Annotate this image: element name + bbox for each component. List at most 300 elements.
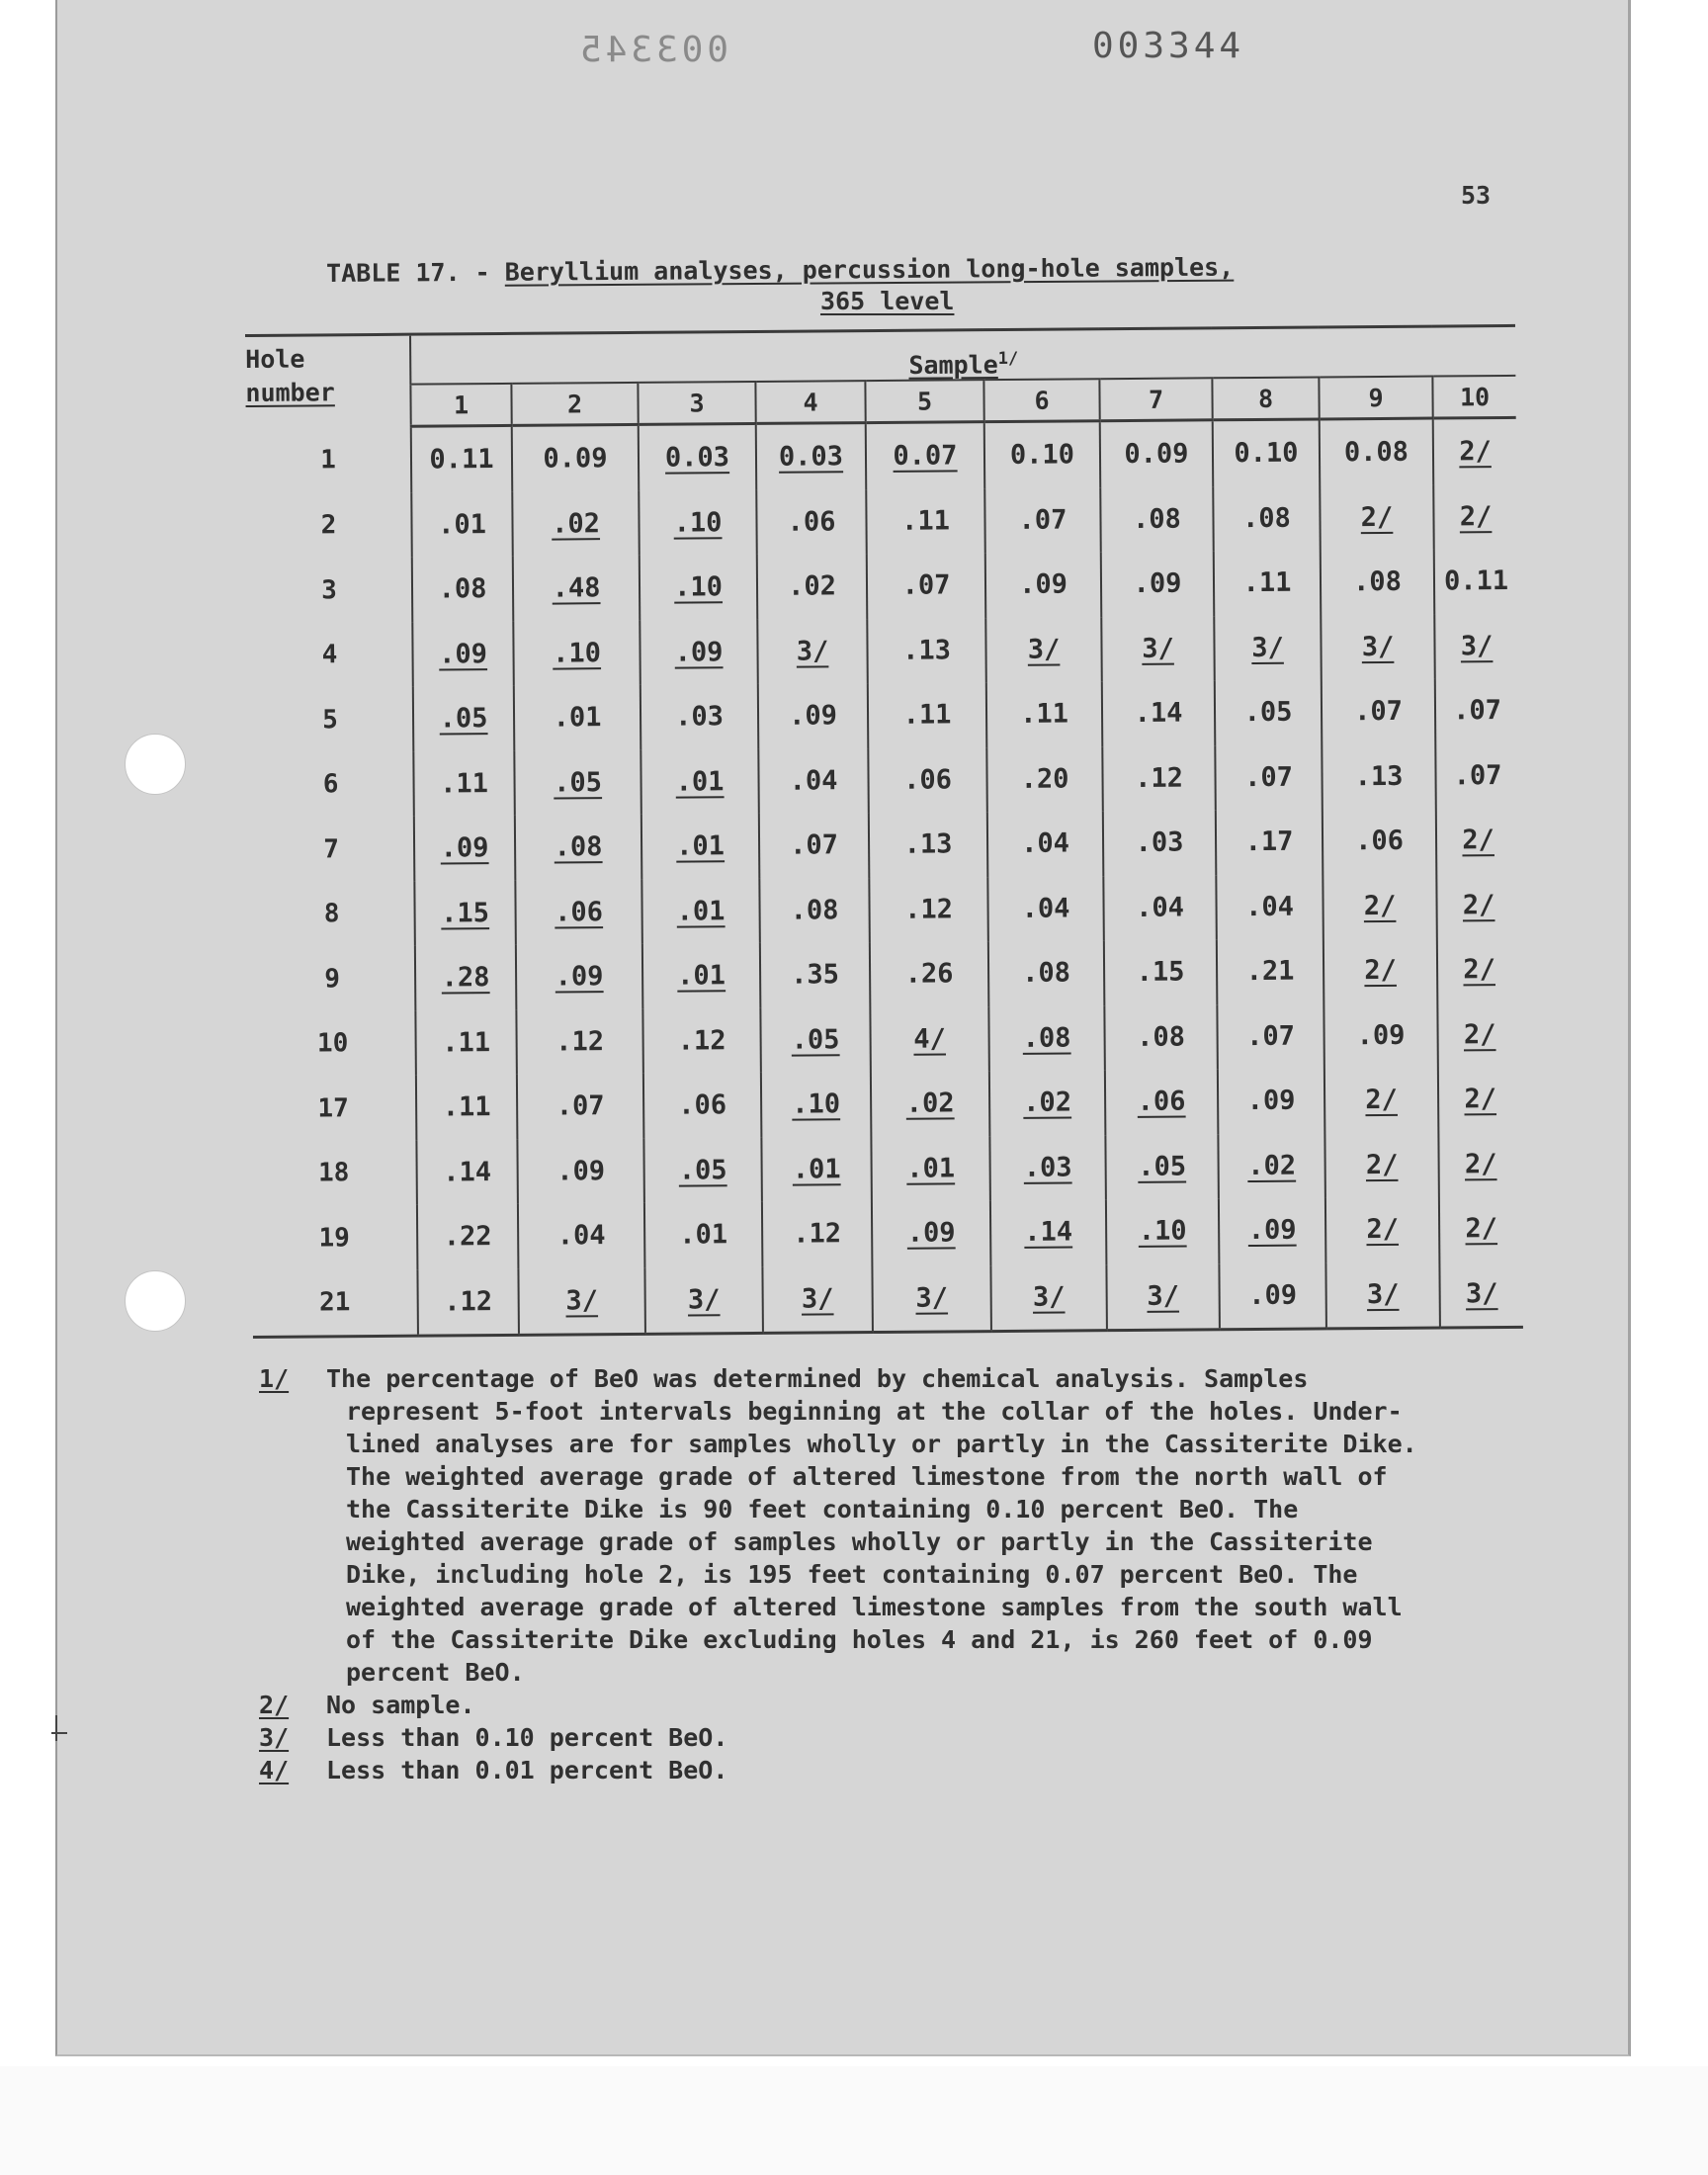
table-cell: [757, 619, 868, 684]
hole-number-cell: 18: [317, 1158, 350, 1188]
cell-value: .20: [1020, 763, 1069, 795]
table-cell: [414, 816, 516, 881]
cell-value: .12: [555, 1025, 605, 1058]
table-cell: [988, 1005, 1105, 1071]
table-cell: [1213, 419, 1321, 486]
cell-value: .03: [1135, 826, 1184, 859]
cell-value: .11: [1242, 566, 1292, 599]
table-cell: [868, 682, 987, 747]
sample-header-note: 1/: [997, 348, 1019, 369]
underlined-value: .06: [555, 896, 604, 928]
cell-value: .04: [1021, 893, 1070, 924]
footnote-line: lined analyses are for samples wholly or partly in the Cassiterite Dike.: [346, 1430, 1417, 1458]
table-cell: [1435, 742, 1519, 808]
table-cell: [988, 940, 1105, 1005]
cell-value: .21: [1245, 955, 1295, 988]
table-cell: [1217, 1003, 1324, 1069]
table-cell: [1100, 420, 1214, 487]
underlined-value: 0.03: [778, 441, 844, 474]
table-cell: [756, 489, 867, 555]
footnote-line: Less than 0.10 percent BeO.: [326, 1723, 728, 1752]
table-cell: [642, 1007, 761, 1073]
cell-value: .12: [677, 1024, 726, 1057]
underlined-value: 2/: [1366, 1214, 1400, 1246]
underlined-value: .10: [673, 506, 723, 539]
table-cell: [644, 1202, 763, 1267]
table-cell: [1321, 614, 1435, 679]
table-cell: [411, 425, 513, 492]
hole-number-cell: 21: [252, 1269, 418, 1337]
table-cell: [1438, 1067, 1522, 1132]
table-cell: [515, 879, 642, 945]
punch-hole-bottom: [125, 1270, 186, 1332]
hole-number-cell: 19: [318, 1222, 350, 1254]
table-cell: [643, 1137, 762, 1202]
underlined-value: 3/: [915, 1282, 949, 1314]
footnote-line: the Cassiterite Dike is 90 feet containing 0.10 percent BeO. The: [346, 1495, 1299, 1523]
underlined-value: .01: [676, 895, 726, 927]
table-cell: [1101, 616, 1215, 681]
table-cell: [871, 1071, 990, 1136]
underlined-value: .05: [554, 766, 603, 799]
table-cell: [412, 621, 514, 686]
cell-value: .11: [440, 767, 489, 800]
cell-value: .09: [1356, 1019, 1406, 1051]
table-cell: [1216, 874, 1324, 939]
table-cell: [1217, 938, 1324, 1003]
footnote-marker: 4/: [259, 1756, 290, 1784]
table-wrapper: [245, 324, 1523, 1357]
table-row: [250, 1001, 1521, 1077]
cell-value: .07: [1354, 696, 1404, 728]
table-row: [249, 872, 1520, 947]
table-cell: [1437, 1001, 1521, 1067]
table-cell: [1324, 938, 1438, 1003]
underlined-value: .05: [1138, 1151, 1187, 1182]
cell-value: .07: [555, 1090, 605, 1122]
table-cell: [867, 618, 986, 683]
table-cell: [518, 1203, 645, 1269]
cell-value: .08: [1132, 503, 1182, 535]
column-header-3: 3: [638, 382, 755, 424]
column-header-7: 7: [1099, 378, 1212, 420]
cell-value: .04: [789, 765, 838, 797]
table-cell: [984, 421, 1101, 488]
footnote-line: Dike, including hole 2, is 195 feet containing 0.07 percent BeO. The: [346, 1560, 1358, 1589]
table-cell: [1433, 417, 1517, 484]
table-cell: [1215, 744, 1323, 810]
underlined-value: .09: [555, 961, 604, 993]
footnote-text: [326, 1362, 1544, 1689]
footnote-line: Less than 0.01 percent BeO.: [326, 1756, 728, 1784]
table-cell: [415, 1009, 517, 1075]
cell-value: .11: [1020, 698, 1069, 731]
table-cell: [1434, 613, 1518, 678]
table-row: [246, 417, 1517, 493]
footnote-text: [326, 1721, 1544, 1754]
table-cell: [872, 1200, 991, 1265]
cell-value: .11: [442, 1026, 491, 1059]
table-row: [247, 613, 1518, 688]
table-cell: [1436, 808, 1520, 873]
table-cell: [413, 750, 515, 816]
cell-value: .06: [1355, 826, 1405, 857]
table-cell: [990, 1264, 1107, 1332]
hole-number-cell: 8: [323, 899, 340, 929]
table-cell: [1436, 872, 1520, 937]
underlined-value: 2/: [1363, 890, 1397, 921]
table-cell: [641, 814, 760, 879]
table-cell: [518, 1267, 645, 1335]
underlined-value: 3/: [1147, 1280, 1180, 1312]
underlined-value: .10: [674, 571, 724, 603]
underlined-value: 3/: [687, 1284, 721, 1316]
underlined-value: .10: [553, 637, 602, 669]
cell-value: .35: [791, 959, 840, 991]
cell-value: .08: [790, 895, 839, 926]
hole-header-line1: Hole: [245, 344, 305, 374]
table-row: [251, 1131, 1522, 1206]
underlined-value: .08: [1022, 1022, 1071, 1054]
table-cell: [513, 556, 640, 622]
table-cell: [516, 1008, 643, 1075]
cell-value: .17: [1244, 826, 1294, 858]
table-cell: [1214, 550, 1322, 615]
table-cell: [1439, 1196, 1523, 1262]
underlined-value: .08: [554, 831, 603, 863]
underlined-value: 3/: [565, 1284, 599, 1317]
table-cell: [1102, 745, 1216, 811]
hole-number-cell: 6: [322, 769, 339, 800]
table-cell: [640, 619, 758, 684]
cell-value: 0.10: [1009, 439, 1075, 472]
underlined-value: 3/: [796, 636, 829, 667]
cell-value: .06: [678, 1089, 727, 1121]
cell-value: .12: [793, 1218, 842, 1250]
table-row: [250, 937, 1521, 1012]
table-cell: [1325, 1197, 1440, 1262]
table-cell: [989, 1135, 1106, 1200]
table-cell: [760, 1007, 871, 1073]
column-header-8: 8: [1212, 377, 1319, 419]
table-cell: [514, 685, 641, 751]
footnote-text: [326, 1689, 1544, 1721]
footnote-marker: 2/: [259, 1691, 290, 1719]
underlined-value: .02: [905, 1088, 955, 1120]
column-header-5: 5: [865, 380, 983, 422]
table-cell: [1101, 551, 1215, 616]
table-cell: [1433, 483, 1517, 549]
table-cell: [1100, 486, 1214, 552]
table-cell: [643, 1073, 762, 1138]
underlined-value: 2/: [1464, 1084, 1497, 1115]
table-cell: [871, 1136, 990, 1201]
table-cell: [513, 620, 640, 686]
table-cell: [416, 1139, 518, 1204]
cell-value: .04: [1136, 892, 1185, 923]
underlined-value: 3/: [1251, 632, 1284, 663]
margin-mark-left-vertical: [55, 1715, 57, 1741]
footnote-text: [326, 1754, 1544, 1786]
cell-value: .04: [556, 1220, 606, 1252]
column-header-10: 10: [1432, 376, 1515, 418]
cell-value: .09: [1248, 1279, 1298, 1311]
column-header-2: 2: [511, 383, 638, 426]
table-cell: [986, 681, 1103, 746]
underlined-value: 2/: [1463, 954, 1496, 986]
table-cell: [517, 1138, 644, 1204]
underlined-value: 3/: [1142, 633, 1174, 664]
table-cell: [412, 557, 514, 622]
table-title-prefix: TABLE 17. -: [326, 257, 505, 288]
table-cell: [990, 1199, 1107, 1264]
cell-value: .03: [675, 701, 725, 733]
table-cell: [413, 686, 515, 751]
table-cell: [417, 1204, 519, 1269]
table-row: [247, 549, 1518, 624]
cell-value: .07: [1453, 759, 1502, 792]
underlined-value: .28: [441, 962, 490, 994]
underlined-value: 3/: [1027, 634, 1061, 665]
table-cell: [757, 554, 868, 619]
underlined-value: 2/: [1465, 1213, 1498, 1245]
underlined-value: 4/: [913, 1023, 946, 1055]
table-row: [252, 1196, 1523, 1271]
cell-value: .08: [1352, 566, 1403, 598]
underlined-value: .02: [1247, 1150, 1297, 1181]
document-stamp-mirrored: 003345: [576, 30, 729, 70]
table-cell: [1213, 485, 1321, 551]
underlined-value: .09: [440, 832, 489, 864]
table-cell: [1324, 1132, 1439, 1197]
cell-value: .13: [902, 635, 952, 666]
table-cell: [1218, 1068, 1325, 1133]
table-cell: [985, 617, 1102, 682]
table-cell: [1219, 1262, 1326, 1330]
table-cell: [985, 552, 1102, 617]
column-header-4: 4: [755, 381, 865, 423]
table-cell: [517, 1074, 644, 1140]
footnote-line: of the Cassiterite Dike excluding holes 4 and 21, is 260 feet of 0.09: [346, 1625, 1373, 1654]
hole-number-cell: 4: [321, 640, 338, 670]
cell-value: .07: [1453, 695, 1502, 727]
table-cell: [866, 488, 985, 554]
table-cell: [986, 746, 1103, 812]
hole-number-cell: 5: [322, 705, 339, 736]
hole-number-cell: 17: [317, 1092, 349, 1124]
underlined-value: .48: [552, 572, 601, 604]
footnote-marker: 1/: [259, 1364, 290, 1393]
underlined-value: 3/: [1032, 1281, 1066, 1313]
table-cell: [1325, 1262, 1440, 1329]
table-cell: [762, 1201, 873, 1266]
cell-value: .09: [789, 700, 838, 732]
footnote-line: represent 5-foot intervals beginning at the collar of the holes. Under-: [346, 1397, 1403, 1426]
underlined-value: .09: [906, 1217, 956, 1250]
table-cell: [1215, 679, 1323, 744]
footnote-line: The percentage of BeO was determined by chemical analysis. Samples: [326, 1364, 1309, 1393]
cell-value: .01: [438, 508, 487, 541]
cell-value: .12: [1135, 762, 1184, 794]
table-cell: [515, 815, 642, 881]
table-cell: [756, 423, 867, 490]
table-cell: [761, 1072, 872, 1137]
table-cell: [1323, 873, 1437, 938]
table-cell: [639, 489, 757, 555]
sample-header: [410, 325, 1515, 384]
punch-hole-top: [125, 734, 186, 795]
cell-value: 0.08: [1343, 437, 1409, 469]
footnote-line: weighted average grade of altered limestone samples from the south wall: [346, 1593, 1403, 1621]
underlined-value: 2/: [1463, 1018, 1496, 1051]
hole-number-cell: 10: [316, 1028, 349, 1059]
cell-value: .26: [904, 958, 954, 991]
cell-value: .09: [556, 1155, 606, 1187]
underlined-value: 2/: [1459, 436, 1492, 468]
cell-value: 0.09: [543, 443, 608, 475]
table-row: [248, 678, 1519, 753]
table-cell: [1322, 679, 1436, 744]
table-cell: [1320, 484, 1434, 550]
cell-value: .11: [442, 1091, 491, 1123]
cell-value: .07: [901, 569, 951, 602]
table-cell: [870, 1006, 989, 1072]
hole-number-cell: 3: [321, 575, 337, 606]
table-cell: [759, 813, 870, 878]
underlined-value: .01: [906, 1153, 956, 1184]
cell-value: .08: [1022, 957, 1071, 990]
table-cell: [759, 878, 870, 943]
table-cell: [639, 423, 757, 490]
underlined-value: 3/: [1361, 631, 1395, 662]
cell-value: 0.11: [429, 444, 494, 476]
cell-value: .07: [1018, 504, 1068, 536]
underlined-value: .01: [676, 830, 726, 862]
cell-value: .09: [1246, 1085, 1296, 1117]
underlined-value: .09: [439, 638, 488, 670]
underlined-value: .01: [792, 1154, 841, 1185]
table-cell: [1103, 875, 1217, 940]
table-cell: [1102, 680, 1216, 745]
underlined-value: 2/: [1462, 825, 1494, 856]
column-header-6: 6: [983, 379, 1099, 421]
underlined-value: 2/: [1459, 500, 1493, 533]
underlined-value: .01: [675, 765, 725, 798]
table-cell: [416, 1075, 518, 1140]
table-cell: [869, 812, 988, 877]
table-row: [249, 808, 1520, 883]
cell-value: .08: [438, 573, 487, 605]
table-cell: [1324, 1068, 1439, 1133]
table-cell: [1322, 743, 1436, 809]
footnote-line: percent BeO.: [346, 1658, 525, 1687]
underlined-value: 2/: [1462, 889, 1495, 921]
underlined-value: 3/: [801, 1283, 834, 1315]
footnote-line: The weighted average grade of altered limestone from the north wall of: [346, 1462, 1388, 1491]
underlined-value: .10: [792, 1088, 841, 1120]
underlined-value: 3/: [1465, 1277, 1498, 1310]
cell-value: .09: [1133, 567, 1182, 600]
cell-value: .11: [900, 505, 951, 537]
table-cell: [1435, 678, 1519, 743]
underlined-value: .03: [1023, 1152, 1072, 1183]
table-cell: [760, 942, 871, 1007]
table-cell: [512, 424, 640, 491]
underlined-value: .05: [439, 703, 488, 735]
cell-value: .04: [1245, 891, 1295, 922]
underlined-value: .10: [1138, 1215, 1187, 1248]
cell-value: .07: [790, 829, 839, 861]
underlined-value: 2/: [1364, 955, 1397, 987]
hole-number-cell: 1: [320, 445, 336, 476]
underlined-value: .05: [791, 1024, 840, 1056]
table-cell: [640, 748, 759, 814]
underlined-value: 2/: [1365, 1085, 1398, 1116]
table-cell: [1104, 1004, 1218, 1070]
table-cell: [866, 422, 985, 489]
table-cell: [758, 683, 869, 748]
table-cell: [869, 877, 988, 942]
table-cell: [640, 555, 758, 620]
table-row: [251, 1067, 1522, 1142]
footnote-line: No sample.: [326, 1691, 475, 1719]
cell-value: .07: [1244, 761, 1294, 793]
underlined-value: .01: [677, 960, 726, 992]
cell-value: .22: [443, 1221, 492, 1253]
table-subtitle: 365 level: [820, 287, 955, 315]
table-cell: [512, 490, 640, 557]
beryllium-table: [245, 324, 1523, 1339]
table-cell: [1104, 939, 1218, 1004]
cell-value: .04: [1021, 827, 1070, 860]
table-cell: [758, 748, 869, 814]
footnote-1: [259, 1362, 1544, 1689]
margin-mark-left: [51, 1732, 67, 1734]
underlined-value: 0.03: [664, 442, 730, 474]
column-header-9: 9: [1319, 377, 1432, 419]
table-cell: [640, 684, 759, 749]
table-cell: [1218, 1133, 1325, 1198]
footnote-2: [259, 1689, 1544, 1721]
underlined-value: 3/: [1366, 1278, 1400, 1310]
underlined-value: 2/: [1365, 1149, 1399, 1180]
cell-value: .05: [1243, 696, 1293, 729]
table-cell: [987, 876, 1104, 941]
table-cell: [762, 1266, 873, 1334]
table-cell: [1106, 1198, 1220, 1263]
cell-value: .13: [903, 828, 953, 861]
underlined-value: .14: [1024, 1216, 1073, 1249]
cell-value: .07: [1246, 1020, 1296, 1052]
cell-value: .11: [902, 699, 952, 732]
table-cell: [989, 1070, 1106, 1135]
cell-value: 0.11: [1443, 566, 1509, 597]
cell-value: .13: [1354, 760, 1404, 792]
underlined-value: .02: [552, 507, 601, 540]
footnote-line: weighted average grade of samples wholly or partly in the Cassiterite: [346, 1527, 1373, 1556]
table-cell: [414, 880, 516, 945]
cell-value: .06: [903, 764, 953, 796]
table-cell: [411, 491, 513, 557]
table-cell: [1323, 809, 1437, 874]
underlined-value: .06: [1137, 1086, 1186, 1118]
cell-value: .14: [443, 1156, 492, 1188]
table-cell: [868, 747, 987, 813]
table-cell: [516, 944, 643, 1010]
table-cell: [1438, 1131, 1522, 1196]
table-cell: [1324, 1002, 1438, 1068]
hole-number-header: [245, 334, 411, 427]
